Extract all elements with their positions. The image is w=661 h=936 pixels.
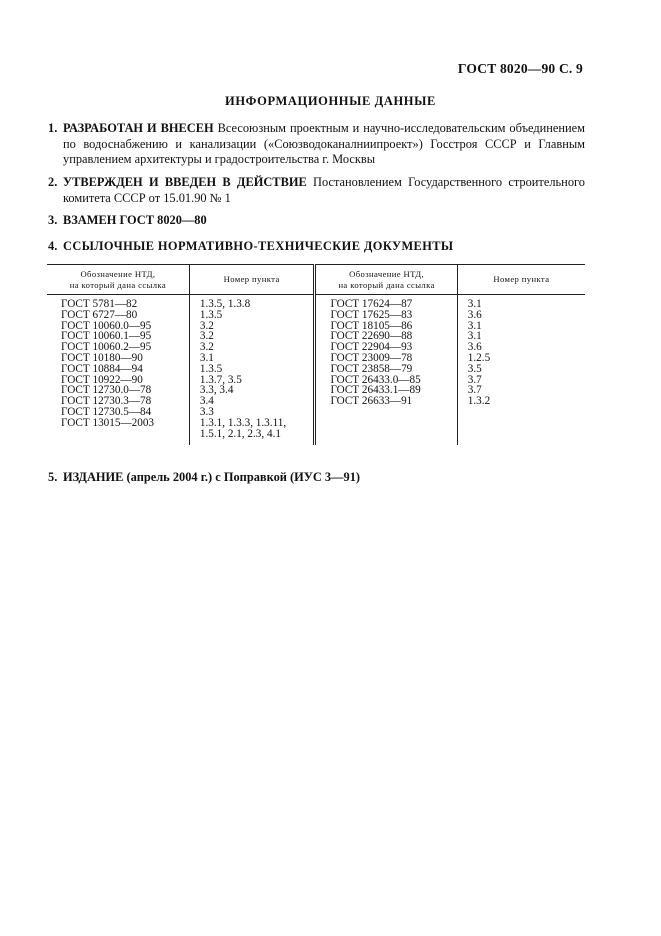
left-doc: ГОСТ 12730.5—84: [61, 405, 152, 418]
right-point: 3.5: [467, 362, 482, 375]
header-doc-left-line2: на который дана ссылка: [69, 279, 167, 290]
section-2: [48, 175, 585, 206]
left-doc: ГОСТ 12730.3—78: [61, 395, 152, 408]
section-4: [48, 239, 585, 255]
header-doc-right-line2: на который дана ссылка: [338, 279, 435, 290]
right-doc-column: [315, 295, 457, 446]
left-point: 3.2: [199, 341, 214, 354]
left-doc: ГОСТ 13015—2003: [61, 416, 155, 429]
right-doc: ГОСТ 18105—86: [330, 319, 413, 332]
right-doc: ГОСТ 23009—78: [330, 351, 413, 364]
left-doc-column: [47, 295, 189, 446]
right-point: 1.3.2: [467, 395, 491, 408]
left-point: 3.2: [199, 330, 214, 343]
left-doc: ГОСТ 10922—90: [61, 373, 143, 386]
section-2-text: [48, 175, 585, 206]
left-point: 1.3.5: [199, 362, 223, 375]
right-point: 3.6: [467, 308, 482, 321]
left-point: 3.4: [199, 395, 214, 408]
right-doc: ГОСТ 26633—91: [330, 395, 413, 408]
right-point-column: [457, 295, 585, 446]
right-doc: ГОСТ 17625—83: [330, 308, 413, 321]
left-doc: ГОСТ 12730.0—78: [61, 384, 152, 397]
left-point: 1.3.1, 1.3.3, 1.3.11, 1.5.1, 2.1, 2.3, 4.1: [199, 416, 287, 440]
section-5-heading: ИЗДАНИЕ (апрель 2004 г.) с Поправкой (ИУС 3—91): [63, 470, 361, 484]
left-point: 1.3.5, 1.3.8: [199, 298, 251, 310]
left-doc: ГОСТ 10060.1—95: [61, 330, 152, 343]
section-3: [48, 213, 585, 229]
header-doc-left-line1: Обозначение НТД,: [80, 268, 156, 279]
section-4-heading: ССЫЛОЧНЫЕ НОРМАТИВНО-ТЕХНИЧЕСКИЕ ДОКУМЕНТЫ: [63, 239, 454, 253]
left-point: 3.3, 3.4: [199, 384, 234, 397]
right-doc: ГОСТ 22690—88: [330, 330, 413, 343]
right-doc: ГОСТ 26433.0—85: [330, 373, 421, 386]
header-doc-right-line1: Обозначение НТД,: [349, 268, 425, 279]
header-doc-left: [47, 265, 189, 295]
section-1-text: [48, 121, 585, 168]
reference-table: [47, 264, 585, 445]
right-point: 1.2.5: [467, 351, 491, 364]
left-point: 3.2: [199, 319, 214, 332]
left-doc: ГОСТ 10884—94: [61, 362, 143, 375]
section-2-heading: УТВЕРЖДЕН И ВВЕДЕН В ДЕЙСТВИЕ: [63, 175, 307, 189]
right-doc: ГОСТ 17624—87: [330, 298, 413, 310]
header-doc-right: [315, 265, 457, 295]
right-point: 3.6: [467, 341, 482, 354]
left-point-column: [189, 295, 315, 446]
left-doc: ГОСТ 6727—80: [61, 308, 138, 321]
left-point: 3.3: [199, 405, 214, 418]
right-point: 3.7: [467, 384, 482, 397]
right-point: 3.1: [467, 330, 482, 343]
section-4-number: 4.: [48, 239, 58, 253]
section-3-number: 3.: [48, 213, 58, 227]
right-doc: ГОСТ 26433.1—89: [330, 384, 421, 397]
left-point: 3.1: [199, 351, 214, 364]
right-point: 3.1: [467, 319, 482, 332]
right-point: 3.1: [467, 298, 482, 310]
right-doc: ГОСТ 22904—93: [330, 341, 413, 354]
left-doc: ГОСТ 10060.2—95: [61, 341, 152, 354]
left-point: 1.3.7, 3.5: [199, 373, 242, 386]
section-1: [48, 121, 585, 168]
header-point-left: Номер пункта: [189, 265, 315, 295]
left-point: 1.3.5: [199, 308, 223, 321]
section-2-body: Постановлением Государственного строительного комитета СССР от 15.01.90 № 1: [63, 175, 585, 205]
section-1-heading: РАЗРАБОТАН И ВНЕСЕН: [63, 121, 214, 135]
section-1-number: 1.: [48, 121, 58, 135]
left-doc: ГОСТ 10180—90: [61, 351, 143, 364]
section-2-number: 2.: [48, 175, 58, 189]
section-3-heading: ВЗАМЕН ГОСТ 8020—80: [63, 213, 207, 227]
right-doc: ГОСТ 23858—79: [330, 362, 413, 375]
left-doc: ГОСТ 10060.0—95: [61, 319, 152, 332]
left-doc: ГОСТ 5781—82: [61, 298, 138, 310]
section-1-body: Всесоюзным проектным и научно-исследовательским объединением по водоснабжению и канализации («Союзводоканалниипроект») Госстроя СССР и Главным управлением архитектуры и градостроительства г. Москвы: [63, 121, 585, 166]
page-header: ГОСТ 8020—90 С. 9: [457, 61, 583, 76]
section-5-number: 5.: [48, 470, 58, 484]
section-5: [48, 470, 585, 486]
table-header-row: [47, 265, 585, 295]
table-body-row: [47, 295, 585, 446]
document-title: ИНФОРМАЦИОННЫЕ ДАННЫЕ: [225, 94, 436, 108]
header-point-right: Номер пункта: [457, 265, 585, 295]
right-point: 3.7: [467, 373, 482, 386]
